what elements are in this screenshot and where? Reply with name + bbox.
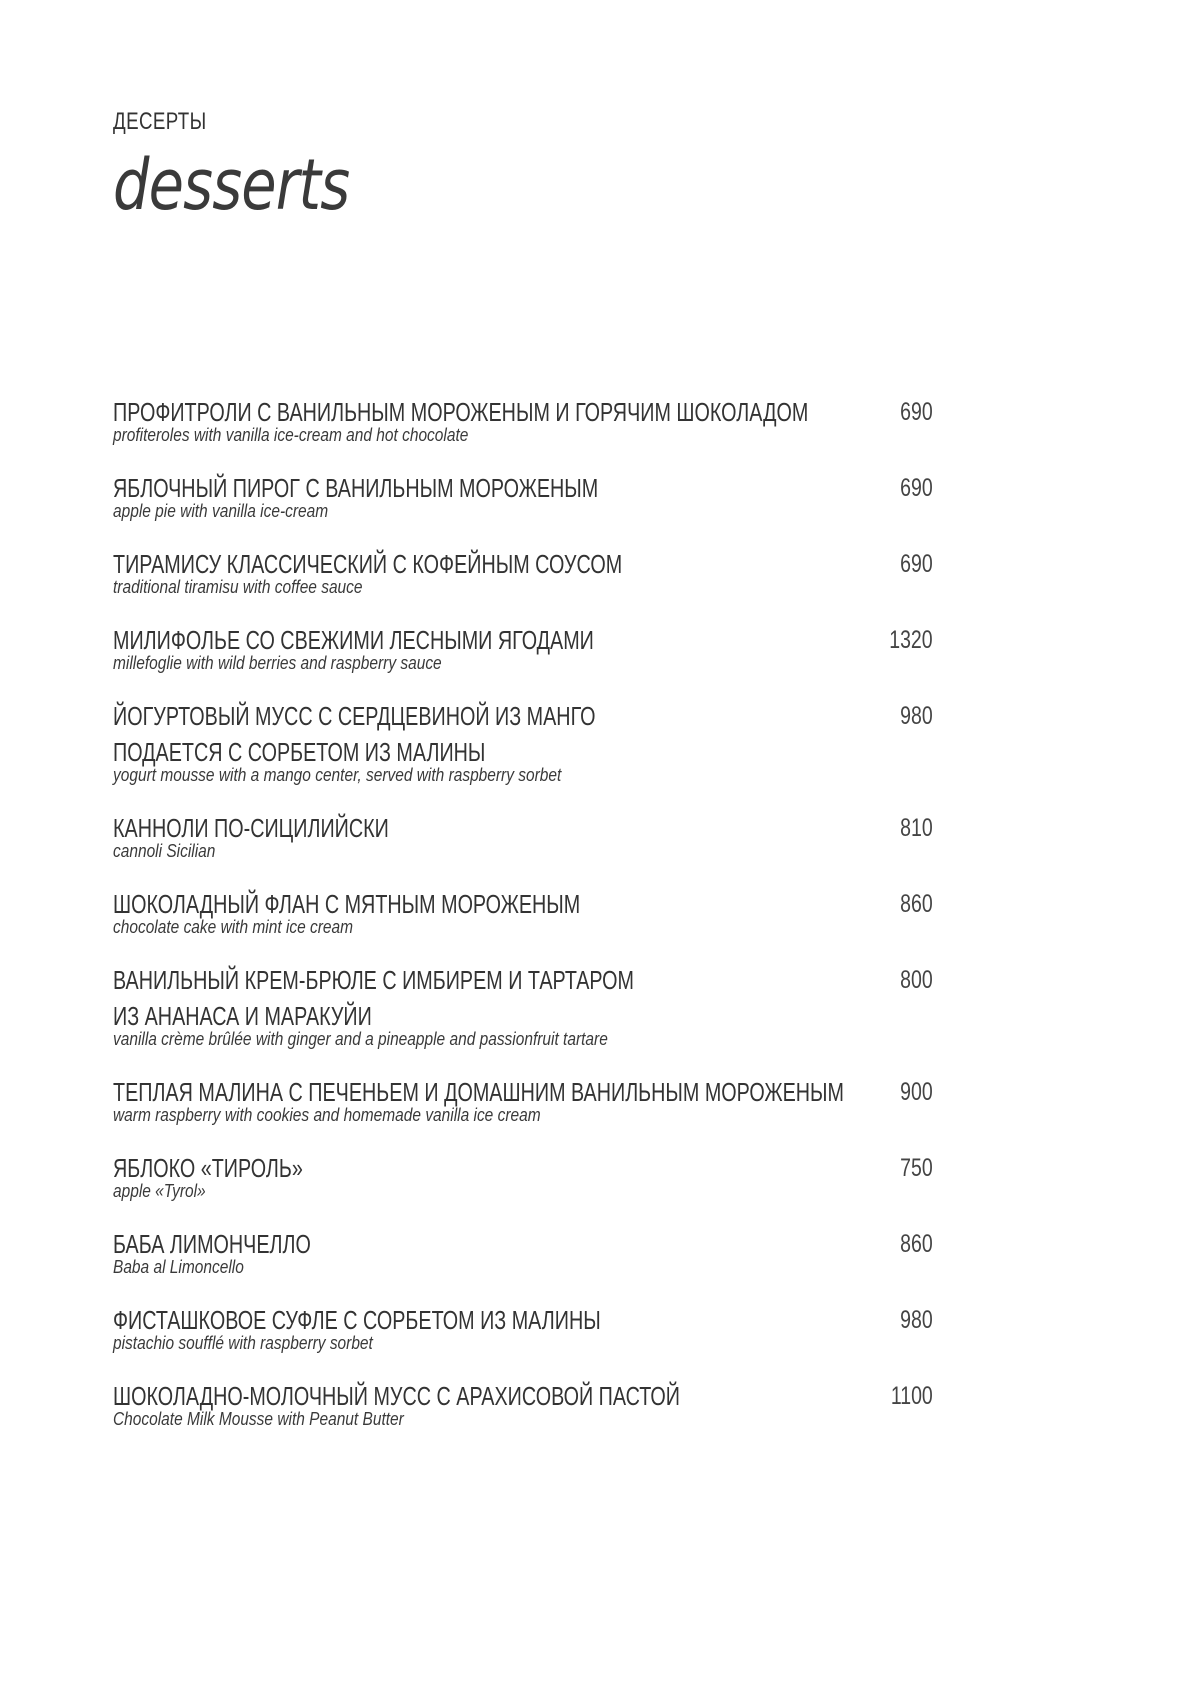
item-name-ru: ТЕПЛАЯ МАЛИНА С ПЕЧЕНЬЕМ И ДОМАШНИМ ВАНИЛЬНЫМ МОРОЖЕНЫМ (113, 1077, 845, 1107)
menu-item (113, 1150, 933, 1202)
item-price: 690 (900, 474, 933, 502)
item-name-en: chocolate cake with mint ice cream (113, 917, 354, 937)
menu-item (113, 810, 933, 862)
item-price: 690 (900, 398, 933, 426)
menu-item (113, 962, 933, 1050)
item-name-ru: ШОКОЛАДНО-МОЛОЧНЫЙ МУСС С АРАХИСОВОЙ ПАСТОЙ (113, 1381, 680, 1411)
menu-item (113, 394, 933, 446)
item-price: 800 (900, 966, 933, 994)
menu-item (113, 1074, 933, 1126)
item-name-ru: ШОКОЛАДНЫЙ ФЛАН С МЯТНЫМ МОРОЖЕНЫМ (113, 889, 581, 919)
item-name-en: apple pie with vanilla ice-cream (113, 501, 329, 521)
item-price: 860 (900, 890, 933, 918)
item-price: 1100 (891, 1382, 933, 1410)
item-name-en: profiteroles with vanilla ice-cream and hot chocolate (113, 425, 469, 445)
item-name-en: pistachio soufflé with raspberry sorbet (113, 1333, 373, 1353)
item-price: 980 (900, 702, 933, 730)
item-price: 750 (900, 1154, 933, 1182)
section-label: ДЕСЕРТЫ (113, 108, 207, 135)
item-name-en: traditional tiramisu with coffee sauce (113, 577, 363, 597)
item-price: 860 (900, 1230, 933, 1258)
menu-item (113, 622, 933, 674)
menu-item (113, 546, 933, 598)
item-name-en: warm raspberry with cookies and homemade vanilla ice cream (113, 1105, 541, 1125)
item-name-en: cannoli Sicilian (113, 841, 216, 861)
menu-item (113, 1226, 933, 1278)
item-name-en: yogurt mousse with a mango center, served with raspberry sorbet (113, 765, 562, 785)
menu-item (113, 698, 933, 786)
item-price: 690 (900, 550, 933, 578)
item-name-ru: БАБА ЛИМОНЧЕЛЛО (113, 1229, 311, 1259)
item-name-en: apple «Tyrol» (113, 1181, 206, 1201)
menu-list (113, 394, 933, 1454)
item-name-ru: ПРОФИТРОЛИ С ВАНИЛЬНЫМ МОРОЖЕНЫМ И ГОРЯЧИМ ШОКОЛАДОМ (113, 397, 809, 427)
item-name-ru: ЯБЛОЧНЫЙ ПИРОГ С ВАНИЛЬНЫМ МОРОЖЕНЫМ (113, 473, 599, 503)
item-name-ru: ЙОГУРТОВЫЙ МУСС С СЕРДЦЕВИНОЙ ИЗ МАНГО ПОДАЕТСЯ С СОРБЕТОМ ИЗ МАЛИНЫ (113, 701, 596, 767)
item-name-ru: ЯБЛОКО «ТИРОЛЬ» (113, 1153, 303, 1183)
item-name-en: Baba al Limoncello (113, 1257, 244, 1277)
page-title: desserts (113, 144, 350, 226)
menu-item (113, 886, 933, 938)
item-price: 900 (900, 1078, 933, 1106)
menu-item (113, 1378, 933, 1430)
menu-item (113, 1302, 933, 1354)
item-name-ru: ФИСТАШКОВОЕ СУФЛЕ С СОРБЕТОМ ИЗ МАЛИНЫ (113, 1305, 601, 1335)
item-price: 1320 (889, 626, 933, 654)
item-price: 980 (900, 1306, 933, 1334)
item-name-en: Chocolate Milk Mousse with Peanut Butter (113, 1409, 404, 1429)
item-name-ru: ТИРАМИСУ КЛАССИЧЕСКИЙ С КОФЕЙНЫМ СОУСОМ (113, 549, 623, 579)
item-name-ru: ВАНИЛЬНЫЙ КРЕМ-БРЮЛЕ С ИМБИРЕМ И ТАРТАРОМ ИЗ АНАНАСА И МАРАКУЙИ (113, 965, 634, 1031)
menu-item (113, 470, 933, 522)
item-name-ru: МИЛИФОЛЬЕ СО СВЕЖИМИ ЛЕСНЫМИ ЯГОДАМИ (113, 625, 594, 655)
item-price: 810 (900, 814, 933, 842)
item-name-ru: КАННОЛИ ПО-СИЦИЛИЙСКИ (113, 813, 389, 843)
item-name-en: millefoglie with wild berries and raspberry sauce (113, 653, 442, 673)
item-name-en: vanilla crème brûlée with ginger and a pineapple and passionfruit tartare (113, 1029, 608, 1049)
